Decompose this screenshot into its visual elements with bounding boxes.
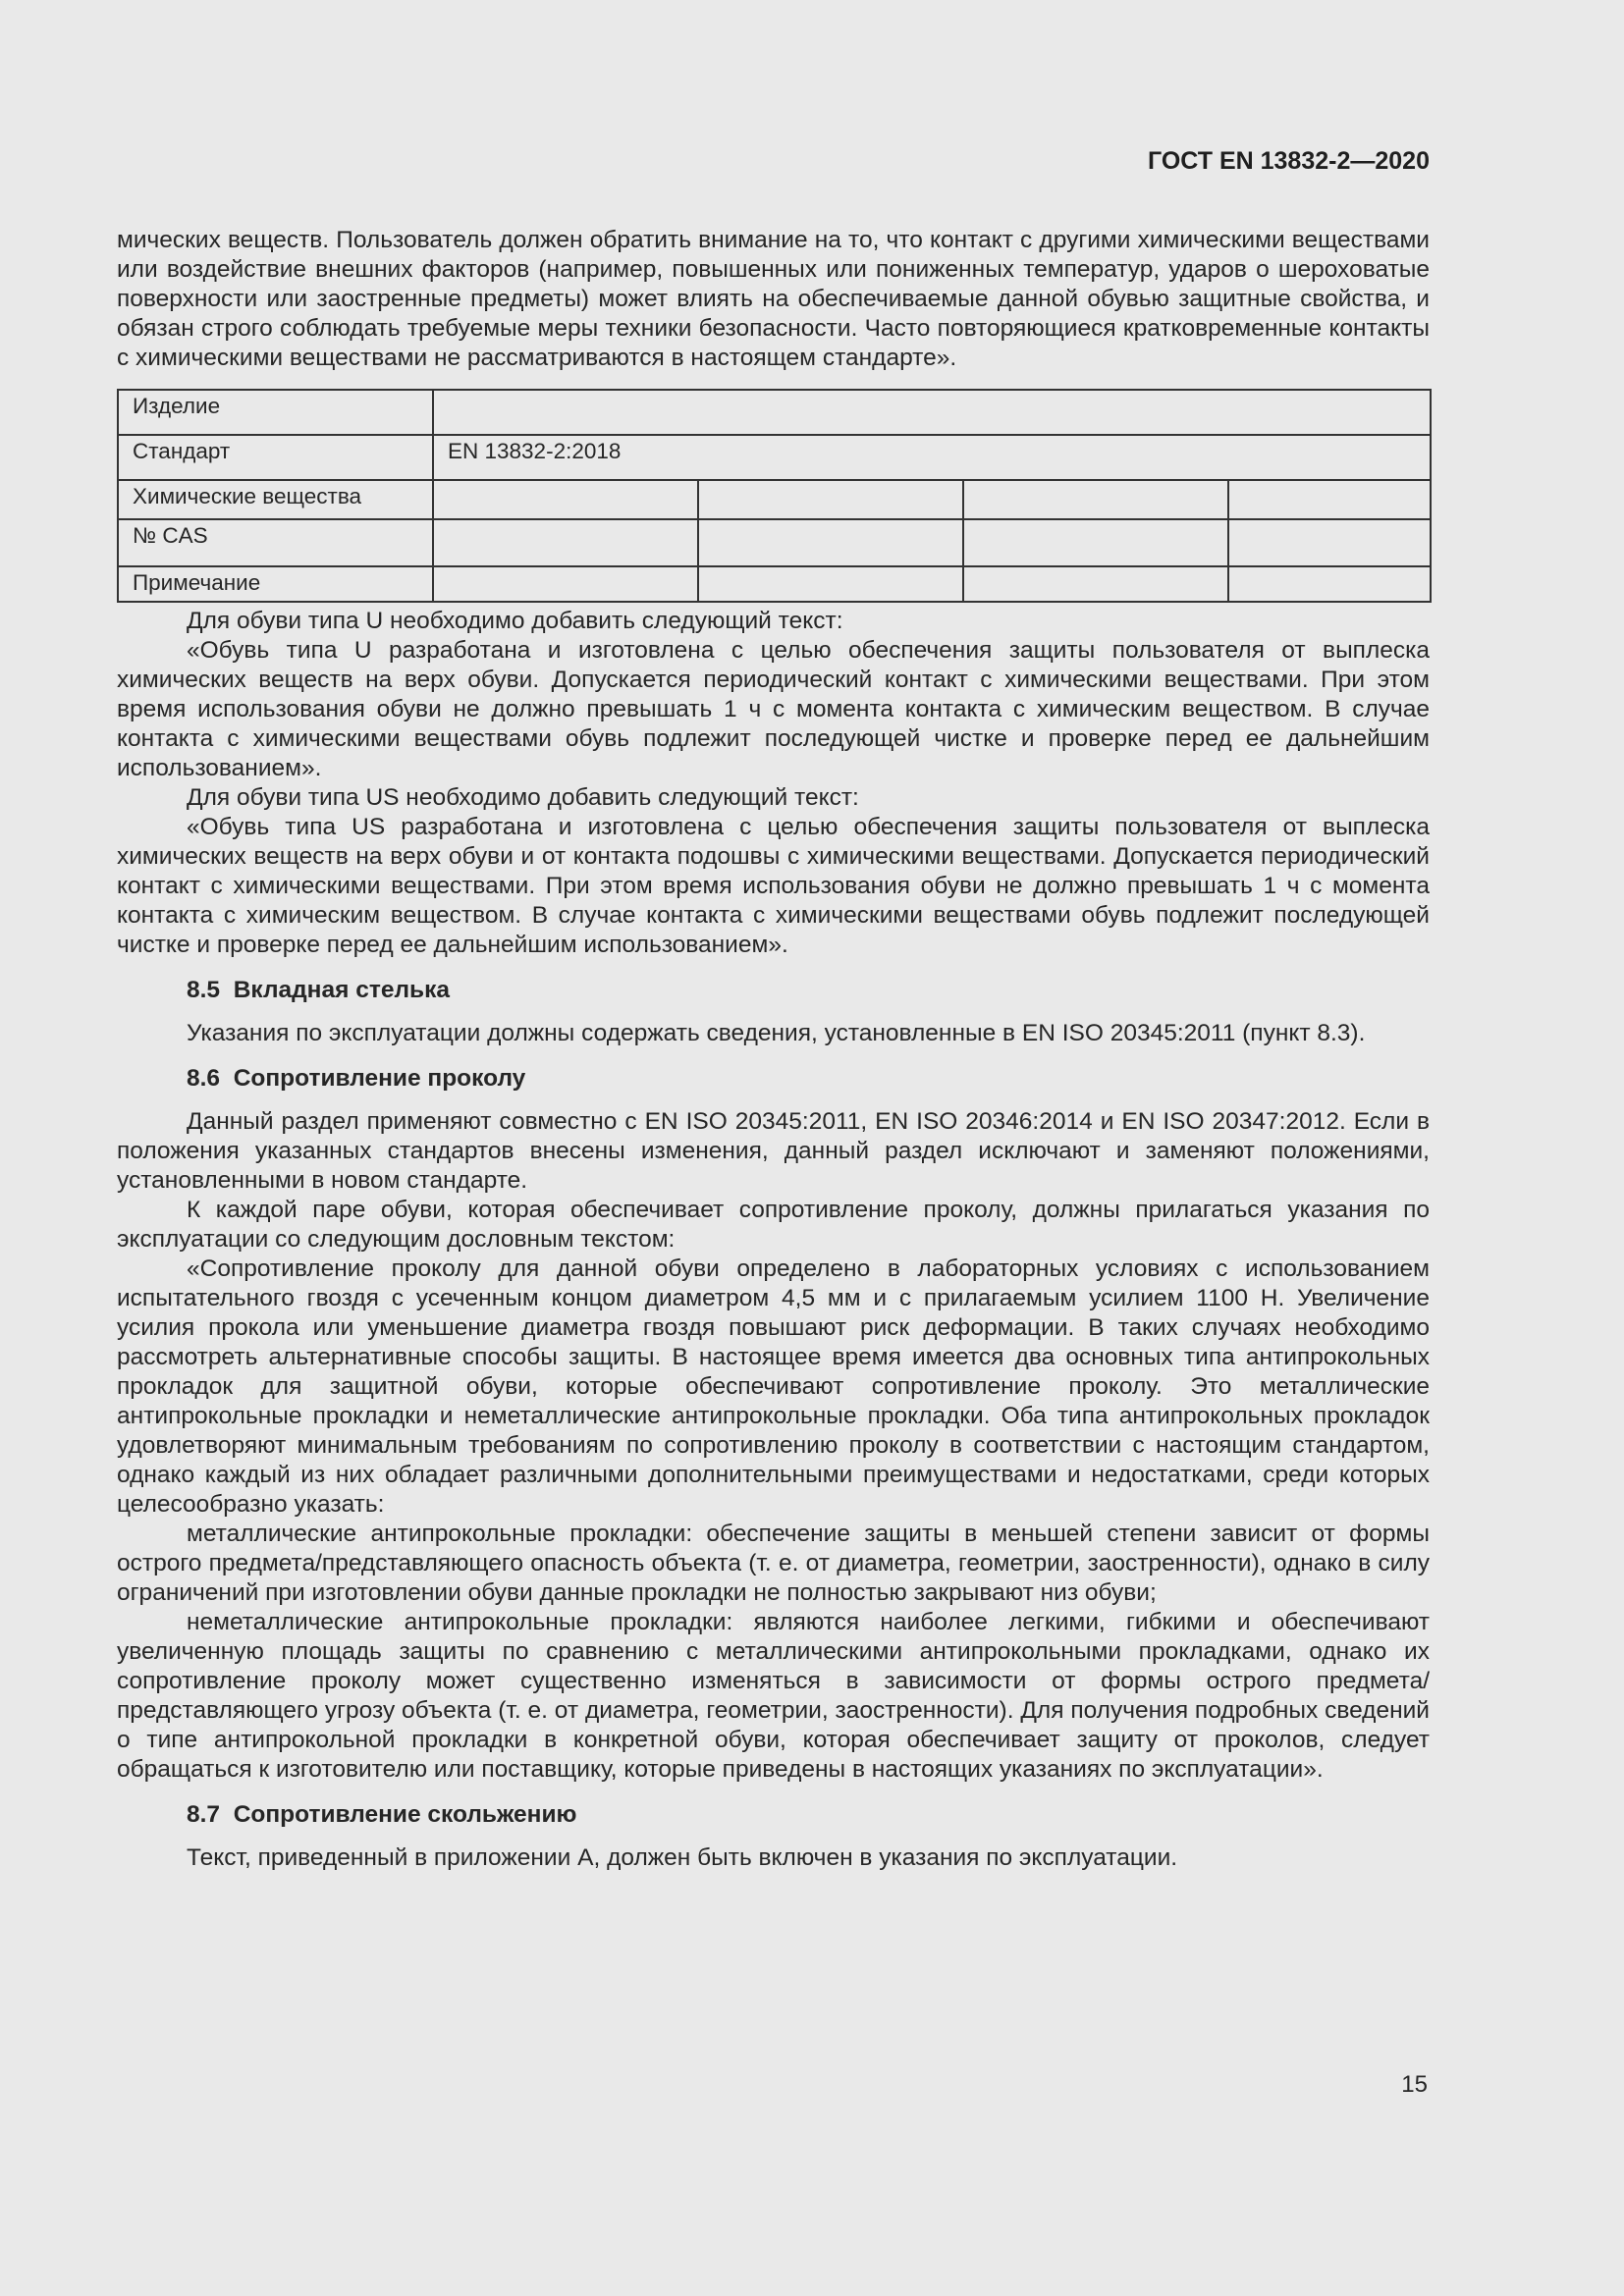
table-cell xyxy=(963,519,1228,566)
table-label-chemicals: Химические вещества xyxy=(118,480,433,519)
section-8-6-paragraph-5: неметаллические антипрокольные прокладки: являются наиболее легкими, гибкими и обеспечивают увеличенную площадь защиты по сравнению с металлическими антипрокольными прокладками, однако их сопротивление проколу может существенно изменяться в зависимости от формы острого предмета/представляющего угрозу объекта (т. е. от диаметра, геометрии, заостренности). Для получения подробных сведений о типе антипрокольной прокладки в конкретной обуви, которая обеспечивает защиту от проколов, следует обращаться к изготовителю или поставщику, которые приведены в настоящих указаниях по эксплуатации». xyxy=(117,1609,1430,1783)
page-content xyxy=(117,226,1430,1873)
intro-paragraph: мических веществ. Пользователь должен обратить внимание на то, что контакт с другими химическими веществами или воздействие внешних факторов (например, повышенных или пониженных температур, ударов о шероховатые поверхности или заостренные предметы) может влиять на обеспечиваемые данной обувью защитные свойства, и обязан строго соблюдать требуемые меры техники безопасности. Часто повторяющиеся кратковременные контакты с химическими веществами не рассматриваются в настоящем стандарте». xyxy=(117,227,1430,371)
type-u-intro: Для обуви типа U необходимо добавить следующий текст: xyxy=(187,608,843,634)
section-8-6-paragraph-1: Данный раздел применяют совместно с EN ISO 20345:2011, EN ISO 20346:2014 и EN ISO 20347:2012. Если в положения указанных стандартов внесены изменения, данный раздел исключают и заменяют положениями, установленными в новом стандарте. xyxy=(117,1108,1430,1194)
table-cell xyxy=(963,480,1228,519)
table-cell xyxy=(433,480,698,519)
section-8-7-heading xyxy=(187,1800,1430,1830)
table-label-product: Изделие xyxy=(118,390,433,435)
table-value-standard: EN 13832-2:2018 xyxy=(433,435,1431,480)
type-u-quote: «Обувь типа U разработана и изготовлена с целью обеспечения защиты пользователя от выплеска химических веществ на верх обуви. Допускается периодический контакт с химическими веществами. При этом время использования обуви не должно превышать 1 ч с момента контакта с химическим веществом. В случае контакта с химическими веществами обувь подлежит последующей чистке и проверке перед ее дальнейшим использованием». xyxy=(117,637,1430,781)
section-8-7-text: Текст, приведенный в приложении А, должен быть включен в указания по эксплуатации. xyxy=(187,1844,1178,1871)
table-cell xyxy=(698,566,963,602)
table-cell xyxy=(963,566,1228,602)
table-value-product xyxy=(433,390,1431,435)
table-label-note: Примечание xyxy=(118,566,433,602)
table-label-standard: Стандарт xyxy=(118,435,433,480)
table-cell xyxy=(433,519,698,566)
table-row xyxy=(118,435,1431,480)
table-cell xyxy=(698,480,963,519)
table-cell xyxy=(1228,480,1431,519)
table-label-cas: № CAS xyxy=(118,519,433,566)
table-row xyxy=(118,480,1431,519)
document-code-header: ГОСТ EN 13832-2—2020 xyxy=(1148,147,1430,175)
type-us-quote: «Обувь типа US разработана и изготовлена с целью обеспечения защиты пользователя от выплеска химических веществ на верх обуви и от контакта подошвы с химическими веществами. Допускается периодический контакт с химическими веществами. При этом время использования обуви не должно превышать 1 ч с момента контакта с химическим веществом. В случае контакта с химическими веществами обувь подлежит последующей чистке и проверке перед ее дальнейшим использованием». xyxy=(117,814,1430,958)
page-number: 15 xyxy=(1401,2071,1428,2098)
section-title: Сопротивление проколу xyxy=(233,1065,526,1092)
table-row xyxy=(118,566,1431,602)
type-us-intro: Для обуви типа US необходимо добавить следующий текст: xyxy=(187,784,859,811)
section-title: Вкладная стелька xyxy=(233,977,450,1003)
section-title: Сопротивление скольжению xyxy=(233,1801,577,1828)
section-8-6-paragraph-2: К каждой паре обуви, которая обеспечивает сопротивление проколу, должны прилагаться указания по эксплуатации со следующим дословным текстом: xyxy=(117,1197,1430,1253)
section-8-6-heading xyxy=(187,1064,1430,1094)
table-row xyxy=(118,519,1431,566)
table-cell xyxy=(698,519,963,566)
table-row xyxy=(118,390,1431,435)
table-cell xyxy=(1228,566,1431,602)
product-info-table xyxy=(117,389,1432,603)
section-number: 8.5 xyxy=(187,977,221,1003)
section-8-5-text: Указания по эксплуатации должны содержать сведения, установленные в EN ISO 20345:2011 (пункт 8.3). xyxy=(187,1020,1366,1046)
table-cell xyxy=(433,566,698,602)
section-8-6-paragraph-3: «Сопротивление проколу для данной обуви определено в лабораторных условиях с использованием испытательного гвоздя с усеченным концом диаметром 4,5 мм и с прилагаемым усилием 1100 Н. Увеличение усилия прокола или уменьшение диаметра гвоздя повышают риск деформации. В таких случаях необходимо рассмотреть альтернативные способы защиты. В настоящее время имеется два основных типа антипрокольных прокладок для защитной обуви, которые обеспечивают сопротивление проколу. Это металлические антипрокольные прокладки и неметаллические антипрокольные прокладки. Оба типа антипрокольных прокладок удовлетворяют минимальным требованиям по сопротивлению проколу в соответствии с настоящим стандартом, однако каждый из них обладает различными дополнительными преимуществами и недостатками, среди которых целесообразно указать: xyxy=(117,1255,1430,1518)
section-8-5-heading xyxy=(187,976,1430,1005)
section-number: 8.6 xyxy=(187,1065,221,1092)
section-number: 8.7 xyxy=(187,1801,221,1828)
section-8-6-paragraph-4: металлические антипрокольные прокладки: обеспечение защиты в меньшей степени зависит от формы острого предмета/представляющего опасность объекта (т. е. от диаметра, геометрии, заостренности), однако в силу ограничений при изготовлении обуви данные прокладки не полностью закрывают низ обуви; xyxy=(117,1521,1430,1606)
table-cell xyxy=(1228,519,1431,566)
